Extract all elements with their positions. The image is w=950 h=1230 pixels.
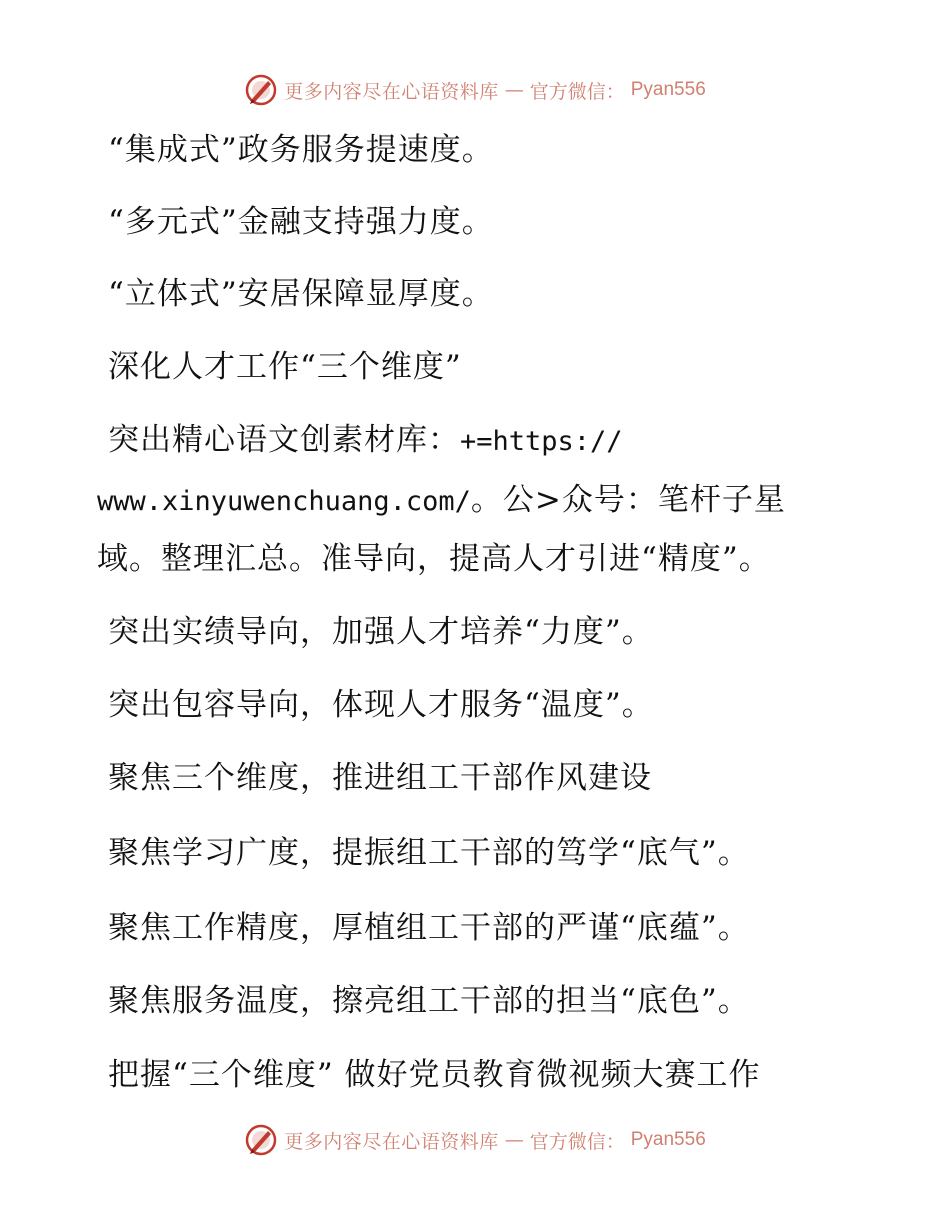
body-line-8: 突出实绩导向，加强人才培养“力度”。 bbox=[108, 614, 654, 650]
body-line-7: 域。整理汇总。准导向，提高人才引进“精度”。 bbox=[97, 541, 771, 577]
banner-separator: — bbox=[504, 1129, 524, 1151]
url-link-part-1[interactable]: +=https:// bbox=[460, 426, 623, 457]
body-line-3: “立体式”安居保障显厚度。 bbox=[108, 276, 494, 312]
body-line-2: “多元式”金融支持强力度。 bbox=[108, 204, 494, 240]
body-line-6 bbox=[97, 480, 786, 522]
banner-title: 更多内容尽在心语资料库 bbox=[284, 1130, 499, 1153]
banner-contact-id: Pyan556 bbox=[630, 1129, 706, 1150]
body-line-5-prefix: 突出精心语文创素材库： bbox=[108, 422, 460, 458]
pen-logo-icon bbox=[244, 1123, 278, 1157]
body-line-10: 聚焦三个维度，推进组工干部作风建设 bbox=[108, 760, 652, 796]
banner-separator: — bbox=[504, 79, 524, 101]
banner-contact-id: Pyan556 bbox=[630, 79, 706, 100]
body-line-9: 突出包容导向，体现人才服务“温度”。 bbox=[108, 687, 654, 723]
body-line-11: 聚焦学习广度，提振组工干部的笃学“底气”。 bbox=[108, 835, 750, 871]
body-line-6-suffix: 。公>众号：笔杆子星 bbox=[470, 482, 786, 518]
banner-contact-label: 官方微信： bbox=[529, 1130, 625, 1153]
body-line-5 bbox=[108, 420, 623, 462]
body-line-13: 聚焦服务温度，擦亮组工干部的担当“底色”。 bbox=[108, 983, 750, 1019]
banner-title: 更多内容尽在心语资料库 bbox=[284, 80, 499, 103]
url-link-part-2[interactable]: www.xinyuwenchuang.com/ bbox=[97, 486, 471, 517]
footer-banner bbox=[0, 1120, 950, 1160]
body-line-14: 把握“三个维度” 做好党员教育微视频大赛工作 bbox=[108, 1057, 761, 1093]
pen-logo-icon bbox=[244, 73, 278, 107]
header-banner bbox=[0, 70, 950, 110]
body-line-12: 聚焦工作精度，厚植组工干部的严谨“底蕴”。 bbox=[108, 910, 750, 946]
banner-contact-label: 官方微信： bbox=[529, 80, 625, 103]
body-line-4: 深化人才工作“三个维度” bbox=[108, 349, 462, 385]
body-line-1: “集成式”政务服务提速度。 bbox=[108, 132, 494, 168]
